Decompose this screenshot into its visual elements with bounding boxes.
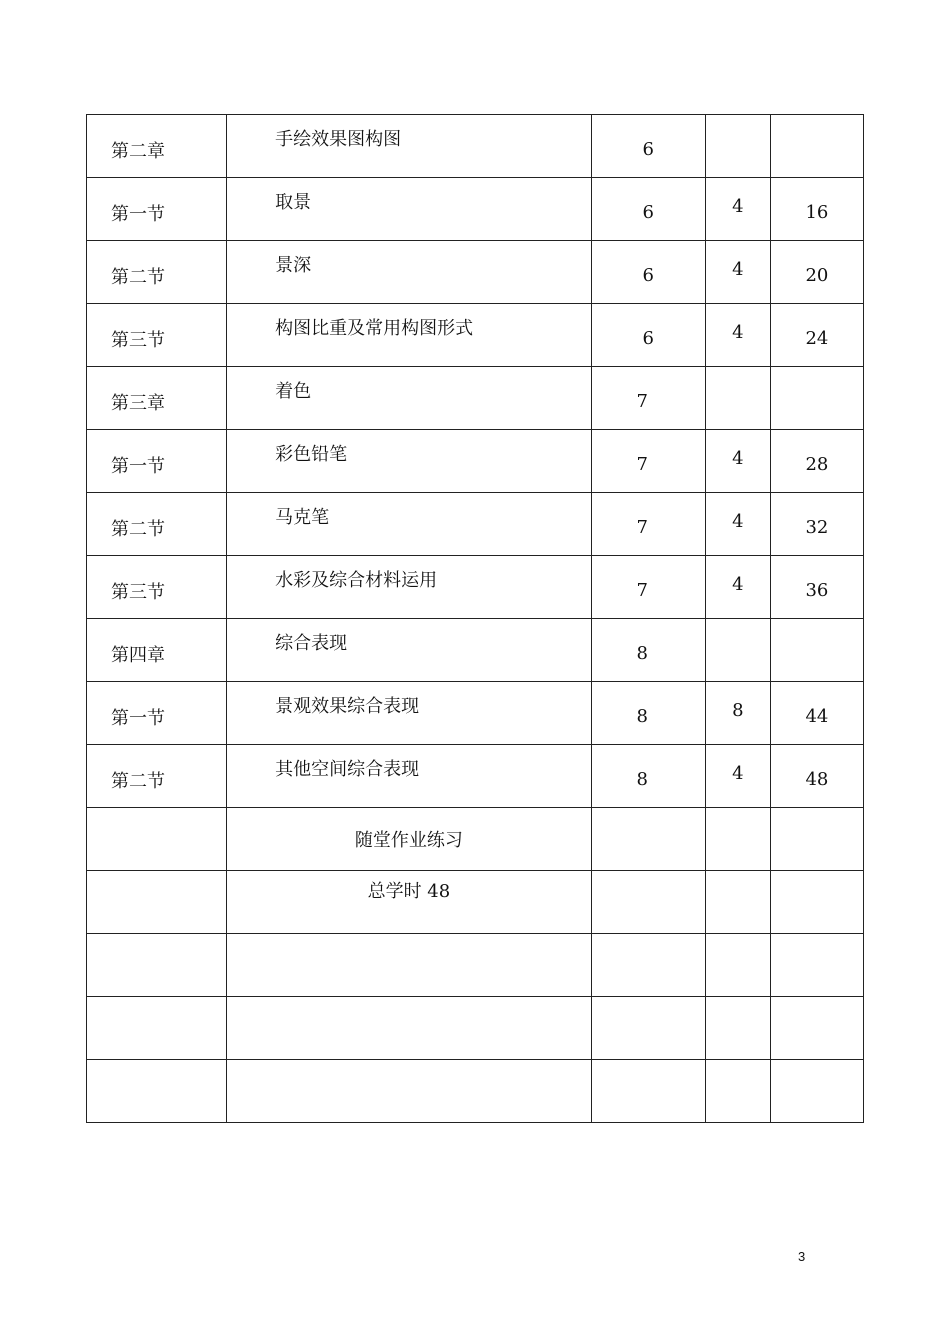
hours-cell	[705, 178, 770, 241]
week-value: 7	[636, 517, 648, 538]
title-cell	[227, 556, 591, 619]
title-label: 构图比重及常用构图形式	[275, 318, 474, 339]
hours-cell	[705, 934, 770, 997]
title-label: 取景	[275, 192, 312, 213]
week-cell	[591, 430, 705, 493]
week-value: 8	[636, 769, 648, 790]
table-row	[87, 619, 864, 682]
week-cell	[591, 934, 705, 997]
week-cell	[591, 619, 705, 682]
hours-cell	[705, 241, 770, 304]
hours-value: 4	[732, 511, 744, 532]
chapter-cell	[87, 493, 227, 556]
title-label: 景深	[275, 255, 312, 276]
week-value: 6	[642, 265, 654, 286]
cumulative-cell	[770, 367, 863, 430]
chapter-cell	[87, 619, 227, 682]
week-cell	[591, 493, 705, 556]
title-label: 总学时 48	[367, 881, 451, 902]
chapter-cell	[87, 241, 227, 304]
week-value: 8	[636, 643, 648, 664]
cumulative-cell	[770, 556, 863, 619]
week-value: 8	[636, 706, 648, 727]
chapter-label: 第一节	[111, 204, 165, 225]
hours-value: 4	[732, 763, 744, 784]
cumulative-cell	[770, 619, 863, 682]
chapter-cell	[87, 1060, 227, 1123]
table-row	[87, 934, 864, 997]
title-label: 其他空间综合表现	[275, 759, 420, 780]
hours-value: 4	[732, 574, 744, 595]
chapter-cell	[87, 115, 227, 178]
title-cell	[227, 997, 591, 1060]
table-row	[87, 1060, 864, 1123]
hours-value: 4	[732, 259, 744, 280]
chapter-label: 第三节	[111, 330, 165, 351]
chapter-label: 第三节	[111, 582, 165, 603]
week-value: 7	[636, 580, 648, 601]
hours-cell	[705, 304, 770, 367]
hours-cell	[705, 682, 770, 745]
title-cell	[227, 619, 591, 682]
hours-value: 4	[732, 322, 744, 343]
hours-cell	[705, 1060, 770, 1123]
title-cell	[227, 430, 591, 493]
hours-cell	[705, 115, 770, 178]
week-cell	[591, 304, 705, 367]
title-cell	[227, 934, 591, 997]
chapter-cell	[87, 556, 227, 619]
chapter-label: 第二章	[111, 141, 165, 162]
week-cell	[591, 178, 705, 241]
table-row	[87, 997, 864, 1060]
chapter-label: 第二节	[111, 771, 165, 792]
cumulative-value: 24	[805, 328, 829, 349]
chapter-label: 第二节	[111, 519, 165, 540]
title-cell	[227, 682, 591, 745]
week-cell	[591, 997, 705, 1060]
cumulative-value: 20	[805, 265, 829, 286]
table-row	[87, 871, 864, 934]
hours-cell	[705, 367, 770, 430]
hours-cell	[705, 997, 770, 1060]
hours-cell	[705, 619, 770, 682]
week-value: 6	[642, 328, 654, 349]
week-cell	[591, 367, 705, 430]
hours-value: 4	[732, 196, 744, 217]
cumulative-value: 32	[805, 517, 829, 538]
title-cell	[227, 178, 591, 241]
table-row	[87, 241, 864, 304]
chapter-cell	[87, 430, 227, 493]
hours-cell	[705, 808, 770, 871]
page-number: 3	[798, 1249, 806, 1264]
table-row	[87, 178, 864, 241]
chapter-label: 第三章	[111, 393, 165, 414]
hours-cell	[705, 871, 770, 934]
title-cell	[227, 808, 591, 871]
hours-value: 4	[732, 448, 744, 469]
title-label: 水彩及综合材料运用	[275, 570, 438, 591]
hours-cell	[705, 430, 770, 493]
week-cell	[591, 682, 705, 745]
title-cell	[227, 241, 591, 304]
chapter-cell	[87, 808, 227, 871]
week-cell	[591, 115, 705, 178]
title-cell	[227, 1060, 591, 1123]
title-label: 着色	[275, 381, 312, 402]
cumulative-cell	[770, 304, 863, 367]
title-cell	[227, 871, 591, 934]
chapter-cell	[87, 934, 227, 997]
title-label: 手绘效果图构图	[275, 129, 402, 150]
cumulative-cell	[770, 241, 863, 304]
week-cell	[591, 556, 705, 619]
cumulative-cell	[770, 178, 863, 241]
table-row	[87, 745, 864, 808]
table-row	[87, 682, 864, 745]
chapter-label: 第一节	[111, 456, 165, 477]
chapter-cell	[87, 871, 227, 934]
cumulative-cell	[770, 871, 863, 934]
title-cell	[227, 115, 591, 178]
table-row	[87, 430, 864, 493]
cumulative-cell	[770, 1060, 863, 1123]
cumulative-value: 36	[805, 580, 829, 601]
week-cell	[591, 871, 705, 934]
week-cell	[591, 808, 705, 871]
table-row	[87, 115, 864, 178]
cumulative-cell	[770, 493, 863, 556]
chapter-label: 第四章	[111, 645, 165, 666]
cumulative-value: 44	[805, 706, 829, 727]
table-body	[87, 115, 864, 1123]
cumulative-cell	[770, 808, 863, 871]
hours-cell	[705, 493, 770, 556]
title-label: 随堂作业练习	[354, 830, 463, 851]
title-label: 马克笔	[275, 507, 330, 528]
title-label: 彩色铅笔	[275, 444, 348, 465]
week-cell	[591, 745, 705, 808]
cumulative-cell	[770, 682, 863, 745]
cumulative-cell	[770, 430, 863, 493]
title-cell	[227, 367, 591, 430]
title-cell	[227, 304, 591, 367]
cumulative-value: 28	[805, 454, 829, 475]
chapter-cell	[87, 682, 227, 745]
week-cell	[591, 241, 705, 304]
week-value: 6	[642, 139, 654, 160]
week-value: 7	[636, 454, 648, 475]
title-cell	[227, 745, 591, 808]
chapter-cell	[87, 997, 227, 1060]
hours-cell	[705, 745, 770, 808]
hours-cell	[705, 556, 770, 619]
cumulative-cell	[770, 115, 863, 178]
title-label: 景观效果综合表现	[275, 696, 420, 717]
table-row	[87, 808, 864, 871]
cumulative-cell	[770, 997, 863, 1060]
table-row	[87, 556, 864, 619]
title-label: 综合表现	[275, 633, 348, 654]
chapter-cell	[87, 304, 227, 367]
cumulative-cell	[770, 745, 863, 808]
course-schedule-table	[86, 114, 864, 1123]
hours-value: 8	[732, 700, 744, 721]
chapter-label: 第一节	[111, 708, 165, 729]
title-cell	[227, 493, 591, 556]
chapter-cell	[87, 367, 227, 430]
cumulative-cell	[770, 934, 863, 997]
cumulative-value: 16	[805, 202, 829, 223]
chapter-label: 第二节	[111, 267, 165, 288]
week-value: 6	[642, 202, 654, 223]
table-row	[87, 304, 864, 367]
cumulative-value: 48	[805, 769, 829, 790]
week-cell	[591, 1060, 705, 1123]
week-value: 7	[636, 391, 648, 412]
chapter-cell	[87, 745, 227, 808]
table-row	[87, 367, 864, 430]
chapter-cell	[87, 178, 227, 241]
table-row	[87, 493, 864, 556]
